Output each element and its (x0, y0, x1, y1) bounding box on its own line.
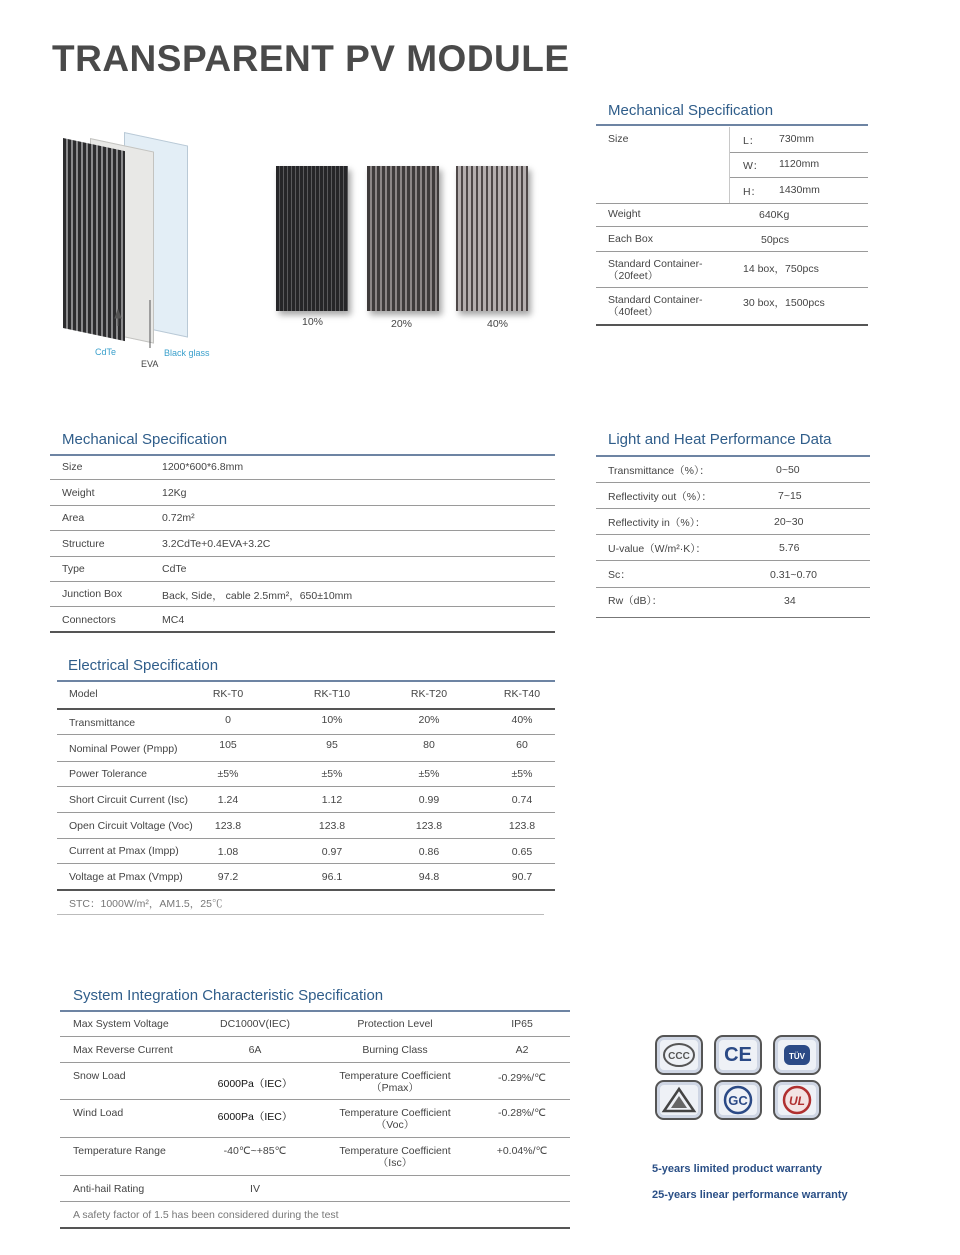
row-line (596, 226, 868, 227)
sys-r3-c2: 6000Pa（IEC） (217, 1078, 293, 1090)
sys-r4-c1: Wind Load (73, 1107, 124, 1119)
lh-sc-label: Sc： (608, 569, 631, 581)
row-line (50, 479, 555, 480)
mech-size-value: 1200*600*6.8mm (162, 461, 244, 473)
elec-r1-c4: 40% (511, 714, 533, 726)
sys-r4-c4: -0.28%/℃ (498, 1107, 546, 1119)
elec-r3-c1: ±5% (217, 768, 239, 780)
svg-text:TÜV: TÜV (789, 1052, 805, 1061)
mech-top-container20-value: 14 box，750pcs (743, 263, 819, 275)
mech-main-bottom-rule (50, 631, 555, 633)
swatch-10-label: 10% (302, 316, 324, 328)
elec-r5-label: Open Circuit Voltage (Voc) (69, 820, 193, 832)
row-line (60, 1099, 570, 1100)
elec-r2-label: Nominal Power (Pmpp) (69, 743, 178, 755)
sys-r1-c3: Protection Level (357, 1018, 433, 1030)
lh-rw-label: Rw（dB）： (608, 595, 663, 607)
sys-r2-c2: 6A (248, 1044, 262, 1056)
electrical-rule (57, 680, 555, 682)
svg-text:UL: UL (789, 1094, 805, 1108)
lh-sc-value: 0.31~0.70 (770, 569, 818, 581)
mech-top-weight-label: Weight (608, 208, 641, 220)
mech-size-label: Size (62, 461, 83, 473)
elec-header-t10: RK-T10 (313, 688, 351, 700)
sys-r5-c2: -40℃~+85℃ (223, 1145, 287, 1157)
elec-r7-c1: 97.2 (217, 871, 239, 883)
elec-r1-label: Transmittance (69, 717, 136, 729)
swatch-20 (367, 166, 439, 311)
dim-w-value: 1120mm (779, 158, 820, 170)
row-line (596, 508, 870, 509)
swatch-20-label: 20% (391, 318, 413, 330)
sys-r2-c4: A2 (515, 1044, 529, 1056)
elec-header-model: Model (69, 688, 98, 700)
system-rule (60, 1010, 570, 1012)
row-line (596, 617, 870, 618)
sys-r2-c1: Max Reverse Current (73, 1044, 173, 1056)
ce-mark-icon: CE (714, 1035, 762, 1075)
lh-refl-out-label: Reflectivity out（%）： (608, 491, 712, 503)
row-line (57, 838, 555, 839)
elec-r3-c2: ±5% (321, 768, 343, 780)
electrical-note: STC：1000W/m²，AM1.5，25℃ (69, 898, 223, 910)
lh-uvalue-value: 5.76 (779, 542, 800, 554)
page-title: TRANSPARENT PV MODULE (52, 38, 570, 79)
svg-text:GC: GC (728, 1093, 748, 1108)
row-line (596, 534, 870, 535)
sys-r2-c3: Burning Class (362, 1044, 428, 1056)
mech-junction-value: Back, Side， cable 2.5mm²，650±10mm (162, 590, 353, 602)
elec-r2-c1: 105 (219, 739, 237, 751)
elec-r6-c1: 1.08 (217, 846, 239, 858)
row-line (50, 581, 555, 582)
elec-header-t20: RK-T20 (410, 688, 448, 700)
elec-r2-c4: 60 (516, 739, 528, 751)
mech-top-container40-label: Standard Container- （40feet） (608, 294, 703, 318)
performance-warranty: 25-years linear performance warranty (652, 1189, 848, 1201)
row-line (57, 734, 555, 735)
light-heat-title: Light and Heat Performance Data (608, 431, 832, 448)
elec-r6-c2: 0.97 (321, 846, 343, 858)
elec-r3-c4: ±5% (511, 768, 533, 780)
elec-bottom-rule (57, 889, 555, 891)
mech-area-value: 0.72m² (162, 512, 195, 524)
sys-r3-c4: -0.29%/℃ (498, 1072, 546, 1084)
sys-r5-c1: Temperature Range (73, 1145, 166, 1157)
mech-weight-value: 12Kg (162, 487, 187, 499)
sys-r6-c1: Anti-hail Rating (73, 1183, 145, 1195)
lh-uvalue-label: U-value（W/m²·K）： (608, 543, 707, 555)
elec-r7-label: Voltage at Pmax (Vmpp) (69, 871, 183, 883)
dim-l-axis: L： (743, 135, 760, 147)
elec-r6-label: Current at Pmax (Impp) (69, 845, 179, 857)
tuv-mark-icon (773, 1035, 821, 1075)
mech-top-size-label: Size (608, 133, 629, 145)
elec-r1-c2: 10% (321, 714, 343, 726)
mech-top-container20-label: Standard Container- （20feet） (608, 258, 703, 282)
elec-r5-c3: 123.8 (415, 820, 443, 832)
row-line (596, 482, 870, 483)
sys-r1-c4: IP65 (511, 1018, 533, 1030)
row-line (596, 203, 868, 204)
elec-r7-c4: 90.7 (511, 871, 533, 883)
row-line (60, 1062, 570, 1063)
row-line (50, 556, 555, 557)
system-note: A safety factor of 1.5 has been considered during the test (73, 1209, 339, 1221)
row-line (730, 152, 868, 153)
swatch-40-label: 40% (487, 318, 509, 330)
elec-r7-c2: 96.1 (321, 871, 343, 883)
system-title: System Integration Characteristic Specification (73, 987, 384, 1004)
sys-r6-c2: IV (250, 1183, 260, 1195)
sys-r3-c3: Temperature Coefficient （Pmax） (339, 1070, 451, 1094)
elec-r4-c3: 0.99 (418, 794, 440, 806)
elec-r4-label: Short Circuit Current (Isc) (69, 794, 189, 806)
dim-l-value: 730mm (779, 133, 815, 145)
mech-top-bottom-rule (596, 324, 868, 326)
row-line (60, 1137, 570, 1138)
elec-header-rule (57, 708, 555, 710)
elec-r7-c3: 94.8 (418, 871, 440, 883)
elec-r4-c1: 1.24 (217, 794, 239, 806)
light-heat-rule (596, 455, 870, 457)
row-line (60, 1201, 570, 1202)
elec-r2-c2: 95 (326, 739, 338, 751)
sys-r5-c4: +0.04%/℃ (496, 1145, 548, 1157)
black-glass-label: Black glass (164, 348, 210, 358)
row-line (57, 812, 555, 813)
lh-refl-in-value: 20~30 (774, 516, 804, 528)
lh-transmittance-label: Transmittance（%）： (608, 465, 710, 477)
mech-main-rule (50, 454, 555, 456)
row-line (60, 1036, 570, 1037)
row-line (57, 863, 555, 864)
ul-mark-icon (773, 1080, 821, 1120)
elec-r4-c4: 0.74 (511, 794, 533, 806)
mech-connectors-label: Connectors (62, 614, 116, 626)
row-line (596, 560, 870, 561)
lh-transmittance-value: 0~50 (776, 464, 800, 476)
warning-triangle-icon (655, 1080, 703, 1120)
mech-top-dim-divider (729, 127, 730, 204)
elec-r1-c1: 0 (225, 714, 231, 726)
row-line (596, 587, 870, 588)
lh-refl-in-label: Reflectivity in（%）： (608, 517, 706, 529)
electrical-title: Electrical Specification (68, 657, 219, 674)
svg-text:CCC: CCC (668, 1051, 690, 1062)
elec-r5-c2: 123.8 (318, 820, 346, 832)
elec-r4-c2: 1.12 (321, 794, 343, 806)
row-line (596, 251, 868, 252)
sys-r5-c3: Temperature Coefficient （Isc） (339, 1145, 451, 1169)
electrical-note-rule (57, 914, 544, 915)
elec-r2-c3: 80 (423, 739, 435, 751)
swatch-40 (456, 166, 528, 311)
elec-r1-c3: 20% (418, 714, 440, 726)
swatch-10 (276, 166, 348, 311)
row-line (730, 177, 868, 178)
mech-type-value: CdTe (162, 563, 187, 575)
elec-r5-c4: 123.8 (508, 820, 536, 832)
mech-top-container40-value: 30 box，1500pcs (743, 297, 825, 309)
dim-h-axis: H： (743, 186, 762, 198)
dim-h-value: 1430mm (779, 184, 820, 196)
elec-r6-c4: 0.65 (511, 846, 533, 858)
row-line (50, 530, 555, 531)
elec-header-t40: RK-T40 (503, 688, 541, 700)
product-warranty: 5-years limited product warranty (652, 1163, 822, 1175)
row-line (60, 1175, 570, 1176)
elec-r3-label: Power Tolerance (69, 768, 148, 780)
lh-rw-value: 34 (784, 595, 796, 607)
mech-main-title: Mechanical Specification (62, 431, 228, 448)
mech-junction-label: Junction Box (62, 588, 123, 600)
mech-connectors-value: MC4 (162, 614, 185, 626)
mech-area-label: Area (62, 512, 85, 524)
sys-r4-c2: 6000Pa（IEC） (217, 1111, 293, 1123)
row-line (50, 505, 555, 506)
layer-arrows (60, 298, 220, 378)
layer-diagram (60, 128, 220, 378)
elec-header-t0: RK-T0 (212, 688, 244, 700)
mech-structure-label: Structure (62, 538, 105, 550)
elec-r6-c3: 0.86 (418, 846, 440, 858)
mech-top-box-value: 50pcs (761, 234, 790, 246)
mech-type-label: Type (62, 563, 85, 575)
sys-r3-c1: Snow Load (73, 1070, 126, 1082)
sys-r1-c2: DC1000V(IEC) (219, 1018, 291, 1030)
mech-top-rule (596, 124, 868, 126)
mech-structure-value: 3.2CdTe+0.4EVA+3.2C (162, 538, 271, 550)
mech-top-title: Mechanical Specification (608, 102, 774, 119)
elec-r5-c1: 123.8 (214, 820, 242, 832)
row-line (596, 287, 868, 288)
mech-top-box-label: Each Box (608, 233, 653, 245)
dim-w-axis: W： (743, 160, 764, 172)
lh-refl-out-value: 7~15 (778, 490, 802, 502)
row-line (57, 761, 555, 762)
sys-r1-c1: Max System Voltage (73, 1018, 169, 1030)
eva-label: EVA (141, 359, 159, 369)
mech-top-weight-value: 640Kg (759, 209, 790, 221)
gc-mark-icon (714, 1080, 762, 1120)
sys-r4-c3: Temperature Coefficient （Voc） (339, 1107, 451, 1131)
mech-weight-label: Weight (62, 487, 95, 499)
row-line (57, 786, 555, 787)
system-bottom-rule (60, 1227, 570, 1229)
cdte-label: CdTe (95, 347, 117, 357)
ccc-mark-icon (655, 1035, 703, 1075)
elec-r3-c3: ±5% (418, 768, 440, 780)
row-line (50, 606, 555, 607)
